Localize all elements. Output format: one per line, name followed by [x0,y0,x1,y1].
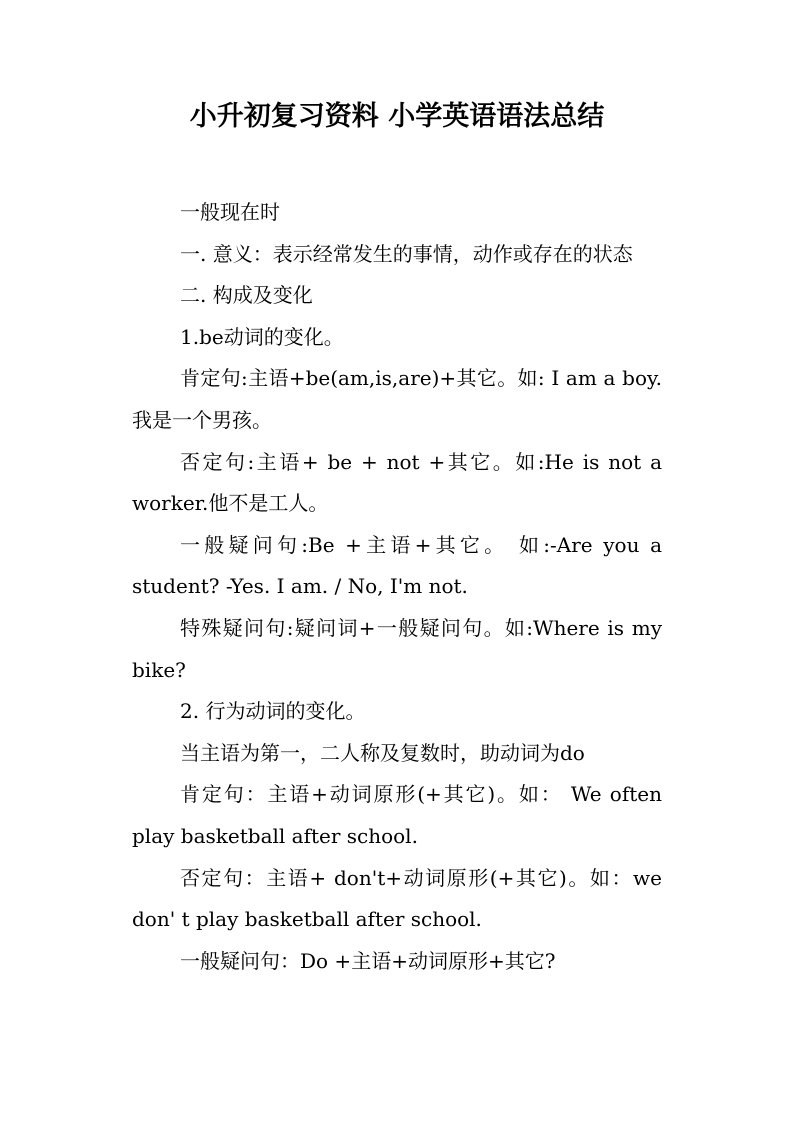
paragraph-do-question: 一般疑问句：Do +主语+动词原形+其它? [180,948,556,973]
document-title: 小升初复习资料 小学英语语法总结 [189,101,605,132]
paragraph-do-affirmative: 肯定句：主语+动词原形(+其它)。如： We often play basketball after school. [132,782,662,848]
paragraph-do-negative: 否定句：主语+ don't+动词原形(+其它)。如：we don' t play basketball after school. [132,865,662,932]
document-body [132,192,662,982]
paragraph-be-question: 一般疑问句:Be +主语+其它。 如:-Are you a student? -Yes. I am. / No, I'm not. [132,532,662,599]
section-heading-present-simple: 一般现在时 [180,200,280,224]
paragraph-action-verb-heading: 2. 行为动词的变化。 [180,699,366,724]
paragraph-be-negative: 否定句:主语+ be + not +其它。如:He is not a worker.他不是工人。 [132,449,662,516]
paragraph-be-affirmative: 肯定句:主语+be(am,is,are)+其它。如: I am a boy.我是一个男孩。 [132,366,662,432]
paragraph-structure-heading: 二. 构成及变化 [180,283,313,308]
paragraph-be-verb-heading: 1.be动词的变化。 [180,324,344,349]
paragraph-be-wh-question: 特殊疑问句:疑问词+一般疑问句。如:Where is my bike? [132,615,662,682]
paragraph-auxiliary-do: 当主语为第一，二人称及复数时，助动词为do [180,740,585,765]
paragraph-meaning: 一. 意义：表示经常发生的事情，动作或存在的状态 [180,241,633,266]
